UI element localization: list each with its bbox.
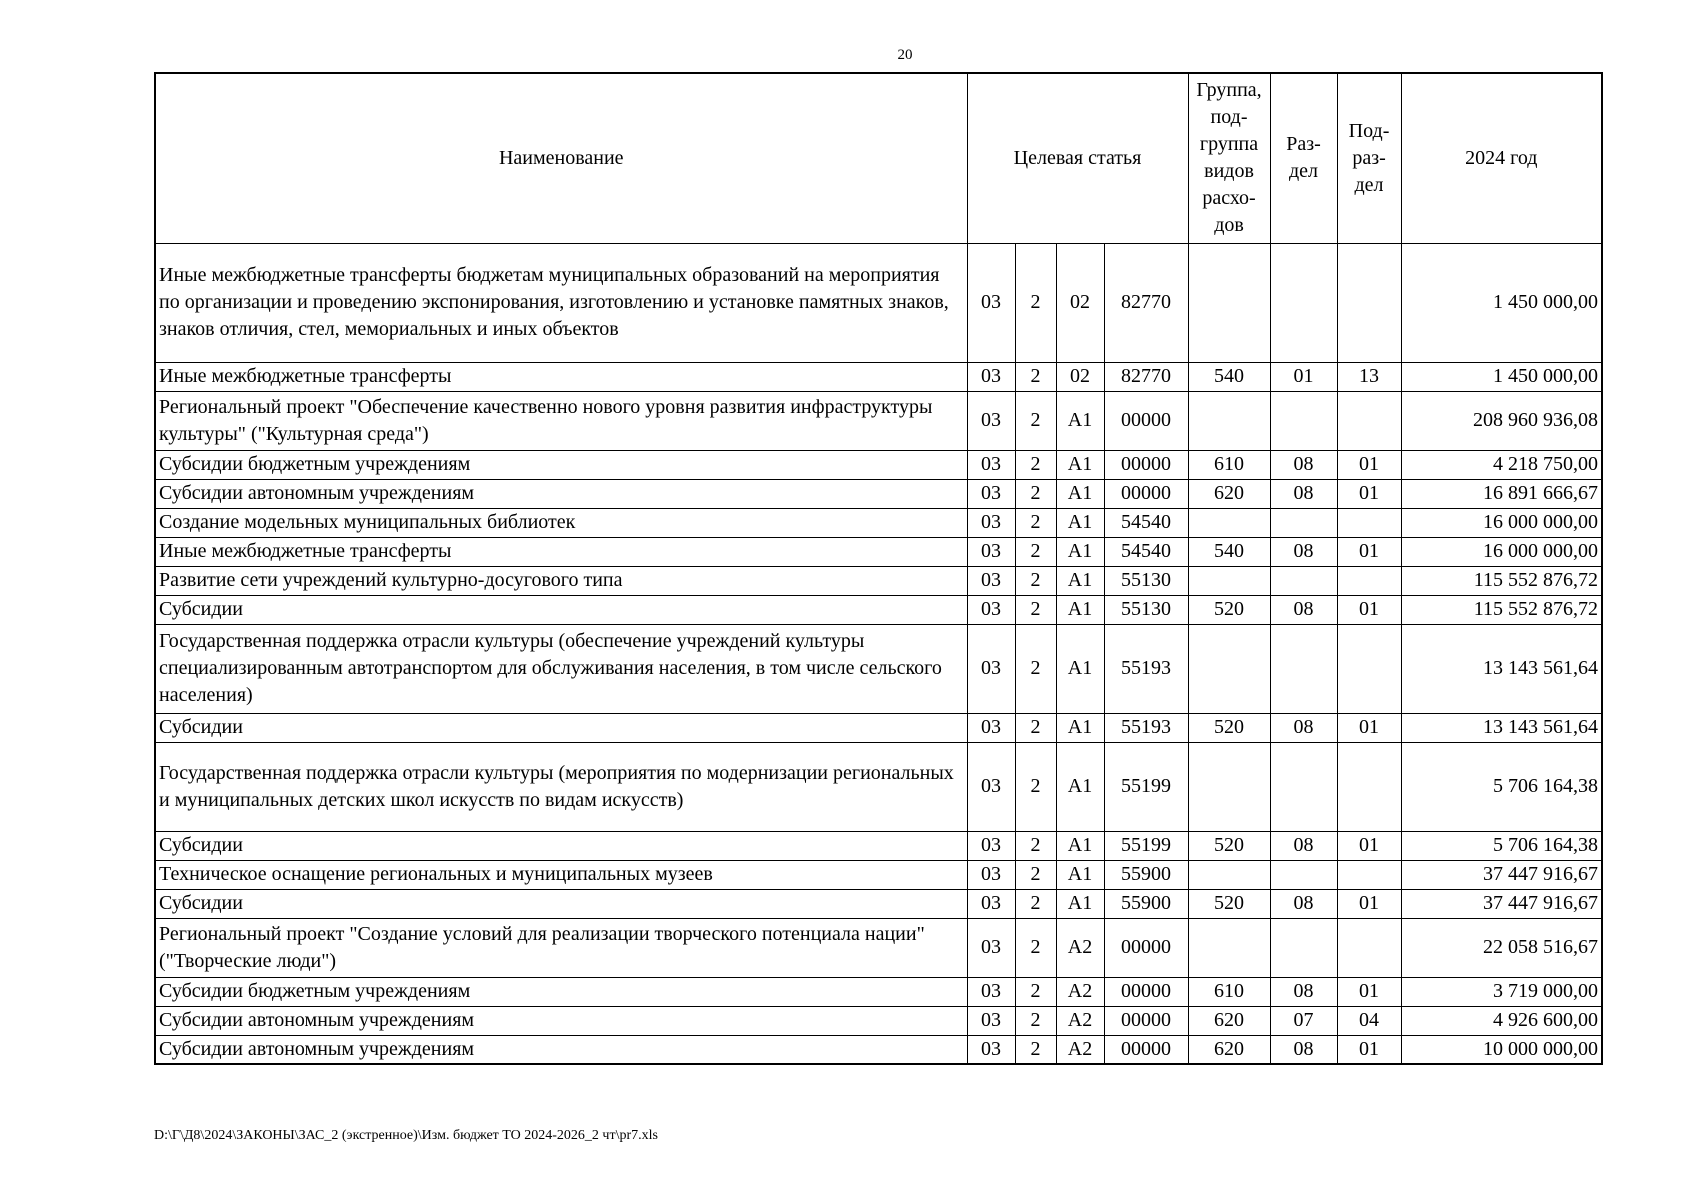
subsection: 01 bbox=[1337, 479, 1401, 508]
header-target-article: Целевая статья bbox=[967, 73, 1188, 243]
amount-2024: 16 891 666,67 bbox=[1401, 479, 1602, 508]
table-row bbox=[155, 243, 1602, 362]
target-direction: А2 bbox=[1056, 918, 1104, 977]
amount-2024: 16 000 000,00 bbox=[1401, 508, 1602, 537]
row-name: Региональный проект "Обеспечение качественно нового уровня развития инфраструктуры культуры" ("Культурная среда") bbox=[155, 391, 967, 450]
expense-group: 540 bbox=[1188, 362, 1270, 391]
header-line: расхо- bbox=[1202, 187, 1256, 210]
target-direction: А1 bbox=[1056, 831, 1104, 860]
section bbox=[1270, 742, 1337, 831]
row-name: Субсидии бюджетным учреждениям bbox=[155, 977, 967, 1006]
expense-group: 520 bbox=[1188, 889, 1270, 918]
target-program: 03 bbox=[967, 977, 1015, 1006]
target-program: 03 bbox=[967, 860, 1015, 889]
section bbox=[1270, 860, 1337, 889]
table-header-row bbox=[155, 73, 1602, 243]
amount-2024: 37 447 916,67 bbox=[1401, 860, 1602, 889]
section: 08 bbox=[1270, 537, 1337, 566]
subsection bbox=[1337, 508, 1401, 537]
target-subprogram: 2 bbox=[1015, 1035, 1056, 1064]
expense-group bbox=[1188, 391, 1270, 450]
target-program: 03 bbox=[967, 831, 1015, 860]
target-code: 54540 bbox=[1104, 537, 1188, 566]
row-name: Субсидии бюджетным учреждениям bbox=[155, 450, 967, 479]
target-code: 00000 bbox=[1104, 1035, 1188, 1064]
header-line: дел bbox=[1354, 173, 1384, 196]
amount-2024: 1 450 000,00 bbox=[1401, 243, 1602, 362]
section bbox=[1270, 508, 1337, 537]
subsection bbox=[1337, 391, 1401, 450]
amount-2024: 22 058 516,67 bbox=[1401, 918, 1602, 977]
table-row bbox=[155, 566, 1602, 595]
row-name: Субсидии автономным учреждениям bbox=[155, 479, 967, 508]
table-row bbox=[155, 742, 1602, 831]
expense-group: 520 bbox=[1188, 713, 1270, 742]
target-code: 55130 bbox=[1104, 566, 1188, 595]
target-program: 03 bbox=[967, 1006, 1015, 1035]
table-row bbox=[155, 450, 1602, 479]
target-program: 03 bbox=[967, 595, 1015, 624]
table-row bbox=[155, 1006, 1602, 1035]
subsection bbox=[1337, 624, 1401, 713]
section: 08 bbox=[1270, 977, 1337, 1006]
header-line: видов bbox=[1204, 160, 1254, 183]
target-code: 00000 bbox=[1104, 479, 1188, 508]
section: 08 bbox=[1270, 713, 1337, 742]
section: 08 bbox=[1270, 831, 1337, 860]
expense-group: 620 bbox=[1188, 1035, 1270, 1064]
amount-2024: 3 719 000,00 bbox=[1401, 977, 1602, 1006]
target-direction: 02 bbox=[1056, 362, 1104, 391]
amount-2024: 10 000 000,00 bbox=[1401, 1035, 1602, 1064]
table-row bbox=[155, 624, 1602, 713]
target-subprogram: 2 bbox=[1015, 243, 1056, 362]
section: 01 bbox=[1270, 362, 1337, 391]
file-path-footer: D:\Г\Д8\2024\ЗАКОНЫ\ЗАС_2 (экстренное)\Изм. бюджет ТО 2024-2026_2 чт\pr7.xls bbox=[154, 1128, 658, 1143]
target-program: 03 bbox=[967, 742, 1015, 831]
target-subprogram: 2 bbox=[1015, 624, 1056, 713]
target-code: 54540 bbox=[1104, 508, 1188, 537]
target-subprogram: 2 bbox=[1015, 362, 1056, 391]
target-subprogram: 2 bbox=[1015, 1006, 1056, 1035]
header-line: группа bbox=[1199, 133, 1259, 156]
expense-group bbox=[1188, 566, 1270, 595]
section: 08 bbox=[1270, 595, 1337, 624]
subsection: 01 bbox=[1337, 831, 1401, 860]
expense-group: 540 bbox=[1188, 537, 1270, 566]
table-row bbox=[155, 479, 1602, 508]
subsection: 01 bbox=[1337, 1035, 1401, 1064]
row-name: Субсидии автономным учреждениям bbox=[155, 1035, 967, 1064]
target-code: 55130 bbox=[1104, 595, 1188, 624]
target-direction: А1 bbox=[1056, 860, 1104, 889]
subsection: 04 bbox=[1337, 1006, 1401, 1035]
subsection: 01 bbox=[1337, 537, 1401, 566]
budget-table bbox=[154, 72, 1603, 1065]
target-subprogram: 2 bbox=[1015, 595, 1056, 624]
table-row bbox=[155, 831, 1602, 860]
amount-2024: 13 143 561,64 bbox=[1401, 713, 1602, 742]
target-program: 03 bbox=[967, 537, 1015, 566]
amount-2024: 115 552 876,72 bbox=[1401, 566, 1602, 595]
amount-2024: 4 218 750,00 bbox=[1401, 450, 1602, 479]
target-code: 00000 bbox=[1104, 918, 1188, 977]
section: 08 bbox=[1270, 889, 1337, 918]
section bbox=[1270, 624, 1337, 713]
target-subprogram: 2 bbox=[1015, 566, 1056, 595]
table-row bbox=[155, 889, 1602, 918]
header-section bbox=[1270, 73, 1337, 243]
target-direction: А1 bbox=[1056, 742, 1104, 831]
expense-group bbox=[1188, 508, 1270, 537]
expense-group: 520 bbox=[1188, 831, 1270, 860]
row-name: Государственная поддержка отрасли культуры (мероприятия по модернизации региональных и муниципальных детских школ искусств по видам искусств) bbox=[155, 742, 967, 831]
section bbox=[1270, 391, 1337, 450]
header-line: Группа, bbox=[1196, 79, 1262, 102]
section: 08 bbox=[1270, 1035, 1337, 1064]
target-program: 03 bbox=[967, 918, 1015, 977]
header-subsection bbox=[1337, 73, 1401, 243]
header-year: 2024 год bbox=[1401, 73, 1602, 243]
table-row bbox=[155, 537, 1602, 566]
subsection: 01 bbox=[1337, 595, 1401, 624]
row-name: Региональный проект "Создание условий для реализации творческого потенциала нации" ("Творческие люди") bbox=[155, 918, 967, 977]
header-line: дов bbox=[1214, 214, 1244, 237]
subsection: 01 bbox=[1337, 450, 1401, 479]
target-direction: А2 bbox=[1056, 1006, 1104, 1035]
target-code: 00000 bbox=[1104, 391, 1188, 450]
target-code: 55199 bbox=[1104, 742, 1188, 831]
section: 08 bbox=[1270, 450, 1337, 479]
target-code: 55199 bbox=[1104, 831, 1188, 860]
section bbox=[1270, 243, 1337, 362]
row-name: Иные межбюджетные трансферты бюджетам муниципальных образований на мероприятия по организации и проведению экспонирования, изготовлению и установке памятных знаков, знаков отличия, стел, мемориальных и иных объектов bbox=[155, 243, 967, 362]
table-row bbox=[155, 860, 1602, 889]
table-body bbox=[155, 243, 1602, 1064]
expense-group: 620 bbox=[1188, 1006, 1270, 1035]
row-name: Субсидии bbox=[155, 831, 967, 860]
target-subprogram: 2 bbox=[1015, 889, 1056, 918]
target-subprogram: 2 bbox=[1015, 508, 1056, 537]
amount-2024: 16 000 000,00 bbox=[1401, 537, 1602, 566]
amount-2024: 37 447 916,67 bbox=[1401, 889, 1602, 918]
expense-group: 520 bbox=[1188, 595, 1270, 624]
target-subprogram: 2 bbox=[1015, 918, 1056, 977]
header-name: Наименование bbox=[155, 73, 967, 243]
subsection: 13 bbox=[1337, 362, 1401, 391]
row-name: Субсидии автономным учреждениям bbox=[155, 1006, 967, 1035]
subsection: 01 bbox=[1337, 713, 1401, 742]
target-program: 03 bbox=[967, 243, 1015, 362]
target-program: 03 bbox=[967, 889, 1015, 918]
target-code: 55193 bbox=[1104, 624, 1188, 713]
amount-2024: 208 960 936,08 bbox=[1401, 391, 1602, 450]
target-direction: А1 bbox=[1056, 889, 1104, 918]
row-name: Иные межбюджетные трансферты bbox=[155, 362, 967, 391]
target-subprogram: 2 bbox=[1015, 977, 1056, 1006]
subsection bbox=[1337, 918, 1401, 977]
header-line: Под- bbox=[1348, 119, 1390, 142]
section: 08 bbox=[1270, 479, 1337, 508]
section: 07 bbox=[1270, 1006, 1337, 1035]
subsection bbox=[1337, 742, 1401, 831]
subsection bbox=[1337, 243, 1401, 362]
target-code: 55900 bbox=[1104, 889, 1188, 918]
target-direction: 02 bbox=[1056, 243, 1104, 362]
row-name: Техническое оснащение региональных и муниципальных музеев bbox=[155, 860, 967, 889]
row-name: Государственная поддержка отрасли культуры (обеспечение учреждений культуры специализированным автотранспортом для обслуживания населения, в том числе сельского населения) bbox=[155, 624, 967, 713]
page-number: 20 bbox=[897, 47, 913, 63]
header-line: дел bbox=[1289, 160, 1319, 183]
target-direction: А1 bbox=[1056, 508, 1104, 537]
expense-group bbox=[1188, 243, 1270, 362]
target-subprogram: 2 bbox=[1015, 831, 1056, 860]
table-row bbox=[155, 1035, 1602, 1064]
target-code: 55900 bbox=[1104, 860, 1188, 889]
target-program: 03 bbox=[967, 1035, 1015, 1064]
expense-group: 610 bbox=[1188, 977, 1270, 1006]
expense-group bbox=[1188, 860, 1270, 889]
row-name: Субсидии bbox=[155, 595, 967, 624]
target-code: 00000 bbox=[1104, 1006, 1188, 1035]
target-subprogram: 2 bbox=[1015, 713, 1056, 742]
target-program: 03 bbox=[967, 713, 1015, 742]
row-name: Субсидии bbox=[155, 889, 967, 918]
row-name: Субсидии bbox=[155, 713, 967, 742]
target-program: 03 bbox=[967, 450, 1015, 479]
expense-group bbox=[1188, 918, 1270, 977]
amount-2024: 1 450 000,00 bbox=[1401, 362, 1602, 391]
amount-2024: 5 706 164,38 bbox=[1401, 742, 1602, 831]
expense-group bbox=[1188, 624, 1270, 713]
expense-group: 610 bbox=[1188, 450, 1270, 479]
header-line: под- bbox=[1210, 106, 1248, 129]
header-group bbox=[1188, 73, 1270, 243]
table-row bbox=[155, 918, 1602, 977]
target-direction: А1 bbox=[1056, 391, 1104, 450]
table-row bbox=[155, 977, 1602, 1006]
target-subprogram: 2 bbox=[1015, 450, 1056, 479]
target-code: 82770 bbox=[1104, 362, 1188, 391]
target-program: 03 bbox=[967, 508, 1015, 537]
table-row bbox=[155, 362, 1602, 391]
target-program: 03 bbox=[967, 479, 1015, 508]
target-subprogram: 2 bbox=[1015, 391, 1056, 450]
target-direction: А1 bbox=[1056, 566, 1104, 595]
amount-2024: 115 552 876,72 bbox=[1401, 595, 1602, 624]
target-direction: А1 bbox=[1056, 624, 1104, 713]
expense-group: 620 bbox=[1188, 479, 1270, 508]
target-direction: А1 bbox=[1056, 595, 1104, 624]
target-code: 00000 bbox=[1104, 450, 1188, 479]
expense-group bbox=[1188, 742, 1270, 831]
target-program: 03 bbox=[967, 624, 1015, 713]
target-code: 00000 bbox=[1104, 977, 1188, 1006]
subsection bbox=[1337, 860, 1401, 889]
target-direction: А1 bbox=[1056, 713, 1104, 742]
target-direction: А1 bbox=[1056, 450, 1104, 479]
header-line: Раз- bbox=[1286, 133, 1321, 156]
target-direction: А1 bbox=[1056, 537, 1104, 566]
amount-2024: 4 926 600,00 bbox=[1401, 1006, 1602, 1035]
subsection: 01 bbox=[1337, 889, 1401, 918]
target-subprogram: 2 bbox=[1015, 742, 1056, 831]
section bbox=[1270, 566, 1337, 595]
row-name: Развитие сети учреждений культурно-досугового типа bbox=[155, 566, 967, 595]
amount-2024: 5 706 164,38 bbox=[1401, 831, 1602, 860]
table-row bbox=[155, 391, 1602, 450]
target-direction: А2 bbox=[1056, 977, 1104, 1006]
target-code: 55193 bbox=[1104, 713, 1188, 742]
target-subprogram: 2 bbox=[1015, 479, 1056, 508]
target-program: 03 bbox=[967, 362, 1015, 391]
target-subprogram: 2 bbox=[1015, 860, 1056, 889]
section bbox=[1270, 918, 1337, 977]
amount-2024: 13 143 561,64 bbox=[1401, 624, 1602, 713]
subsection: 01 bbox=[1337, 977, 1401, 1006]
subsection bbox=[1337, 566, 1401, 595]
header-line: раз- bbox=[1352, 146, 1386, 169]
row-name: Создание модельных муниципальных библиотек bbox=[155, 508, 967, 537]
target-program: 03 bbox=[967, 566, 1015, 595]
row-name: Иные межбюджетные трансферты bbox=[155, 537, 967, 566]
table-row bbox=[155, 713, 1602, 742]
target-direction: А1 bbox=[1056, 479, 1104, 508]
table-row bbox=[155, 595, 1602, 624]
target-program: 03 bbox=[967, 391, 1015, 450]
target-direction: А2 bbox=[1056, 1035, 1104, 1064]
table-row bbox=[155, 508, 1602, 537]
target-code: 82770 bbox=[1104, 243, 1188, 362]
target-subprogram: 2 bbox=[1015, 537, 1056, 566]
